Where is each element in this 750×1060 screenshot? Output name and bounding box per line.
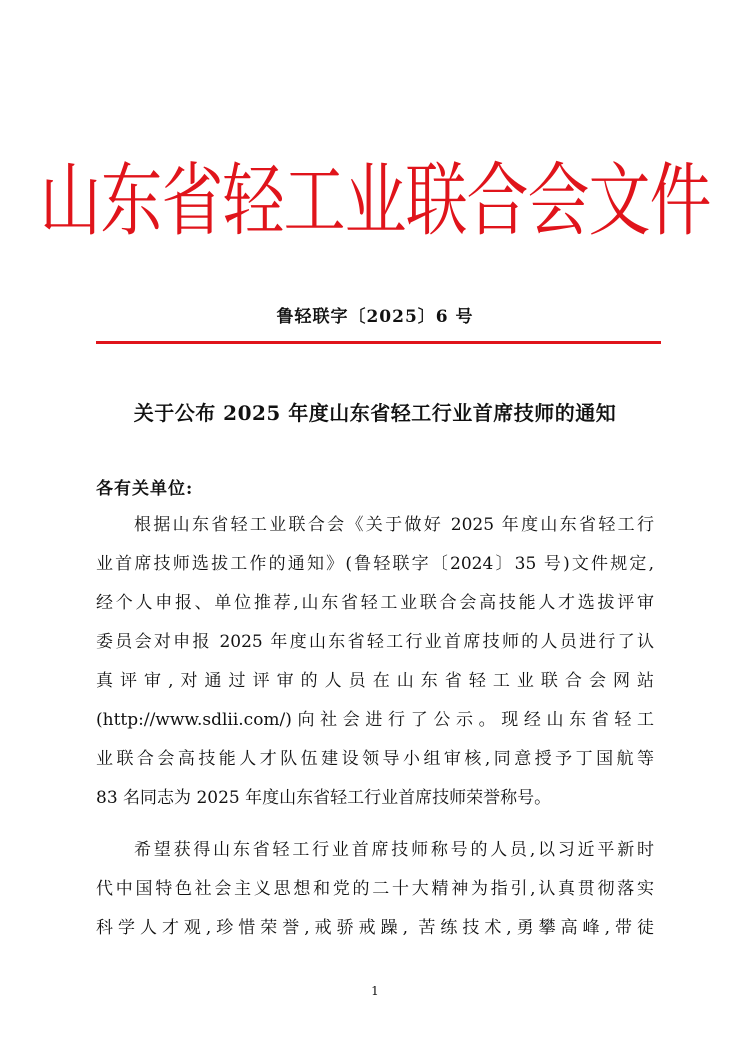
body-line: 经个人申报、单位推荐,山东省轻工业联合会高技能人才选拔评审 bbox=[96, 593, 654, 613]
salutation: 各有关单位: bbox=[96, 479, 194, 499]
document-number: 鲁轻联字〔2025〕6 号 bbox=[276, 307, 474, 327]
page-number: 1 bbox=[371, 984, 379, 998]
organization-header: 山东省轻工业联合会文件 bbox=[39, 153, 711, 248]
body-line: 83 名同志为 2025 年度山东省轻工行业首席技师荣誉称号。 bbox=[96, 788, 552, 808]
body-line: 希望获得山东省轻工行业首席技师称号的人员,以习近平新时 bbox=[134, 840, 654, 860]
body-line: 根据山东省轻工业联合会《关于做好 2025 年度山东省轻工行 bbox=[134, 515, 654, 535]
body-line: 代中国特色社会主义思想和党的二十大精神为指引,认真贯彻落实 bbox=[96, 879, 654, 899]
body-line: 业首席技师选拔工作的通知》(鲁轻联字〔2024〕35 号)文件规定, bbox=[96, 554, 654, 574]
body-line: 真评审,对通过评审的人员在山东省轻工业联合会网站 bbox=[96, 671, 654, 691]
body-line: 委员会对申报 2025 年度山东省轻工行业首席技师的人员进行了认 bbox=[96, 632, 654, 652]
notice-title: 关于公布 2025 年度山东省轻工行业首席技师的通知 bbox=[133, 401, 617, 425]
body-line: 科学人才观,珍惜荣誉,戒骄戒躁, 苦练技术,勇攀高峰,带徒 bbox=[96, 918, 654, 938]
red-divider-line bbox=[96, 341, 661, 344]
body-line: 业联合会高技能人才队伍建设领导小组审核,同意授予丁国航等 bbox=[96, 749, 654, 769]
body-line-with-url: (http://www.sdlii.com/)向社会进行了公示。现经山东省轻工 bbox=[96, 710, 654, 730]
